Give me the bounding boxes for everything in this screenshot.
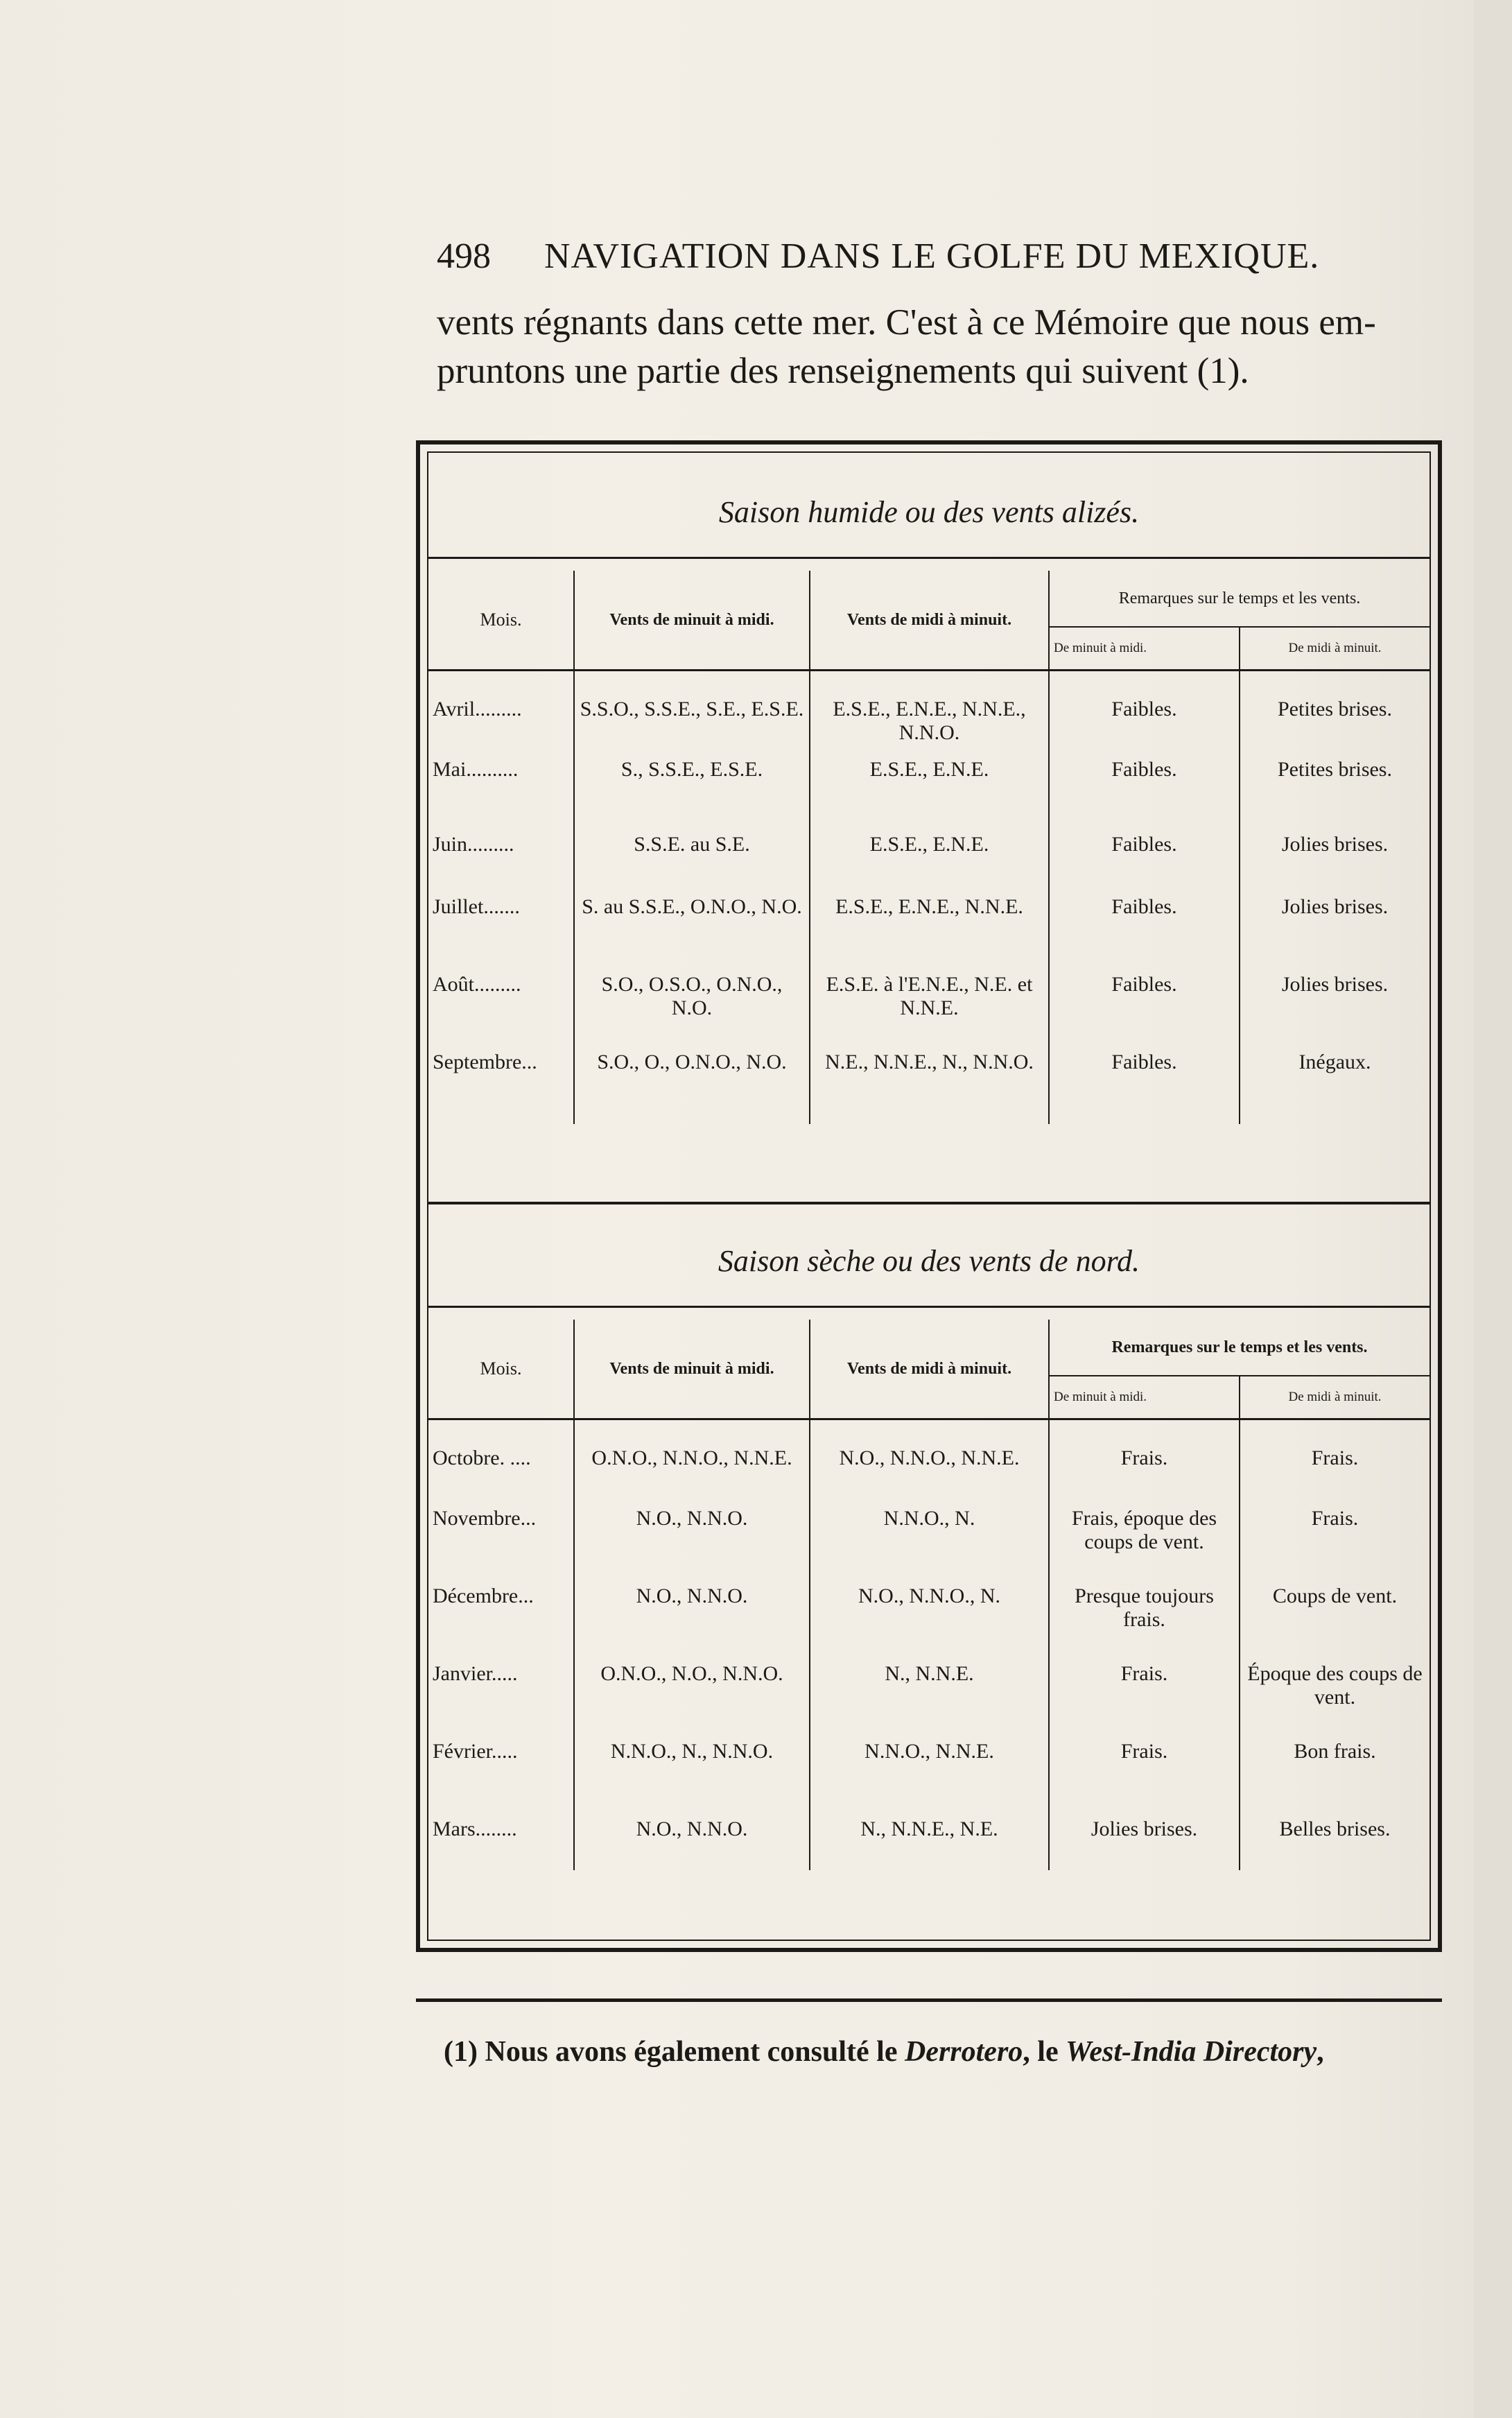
month-cell: Novembre...	[428, 1497, 574, 1575]
wet-season-table	[428, 571, 1430, 1124]
wind-cell: N.O., N.N.O., N.	[810, 1575, 1049, 1652]
wind-cell: N.O., N.N.O.	[574, 1575, 810, 1652]
remark-cell: Faibles.	[1049, 886, 1240, 963]
remark-cell: Petites brises.	[1240, 671, 1430, 748]
month-cell: Juin.........	[428, 823, 574, 886]
remark-cell: Frais.	[1049, 1652, 1240, 1730]
remark-cell: Faibles.	[1049, 1041, 1240, 1124]
running-header	[437, 236, 1338, 284]
col-remarks-b: De midi à minuit.	[1240, 1376, 1430, 1419]
remark-cell: Faibles.	[1049, 671, 1240, 748]
section-rule	[428, 1306, 1430, 1308]
wind-cell: S.S.E. au S.E.	[574, 823, 810, 886]
remark-cell: Faibles.	[1049, 963, 1240, 1041]
wind-cell: N., N.N.E., N.E.	[810, 1808, 1049, 1870]
col-remarks-b: De midi à minuit.	[1240, 627, 1430, 671]
wind-cell: E.S.E., E.N.E., N.N.E., N.N.O.	[810, 671, 1049, 748]
col-midnight-noon: Vents de minuit à midi.	[574, 571, 810, 671]
remark-cell: Jolies brises.	[1240, 963, 1430, 1041]
remark-cell: Frais.	[1049, 1419, 1240, 1497]
table-row	[428, 886, 1430, 963]
table-row	[428, 1041, 1430, 1124]
dry-season-table	[428, 1320, 1430, 1870]
wind-cell: S.O., O.S.O., O.N.O., N.O.	[574, 963, 810, 1041]
page-edge	[1474, 0, 1512, 2418]
remark-cell: Frais, époque des coups de vent.	[1049, 1497, 1240, 1575]
running-title: NAVIGATION DANS LE GOLFE DU MEXIQUE.	[544, 236, 1320, 276]
month-cell: Mars........	[428, 1808, 574, 1870]
remark-cell: Jolies brises.	[1240, 886, 1430, 963]
table-row	[428, 1419, 1430, 1497]
remark-cell: Presque toujours frais.	[1049, 1575, 1240, 1652]
wind-cell: O.N.O., N.O., N.N.O.	[574, 1652, 810, 1730]
footnote-work: Derrotero	[904, 2036, 1023, 2068]
wind-cell: N.E., N.N.E., N., N.N.O.	[810, 1041, 1049, 1124]
page-number: 498	[437, 236, 491, 276]
remark-cell: Petites brises.	[1240, 748, 1430, 823]
col-remarks-a: De minuit à midi.	[1049, 627, 1240, 671]
wind-cell: E.S.E., E.N.E.	[810, 823, 1049, 886]
footnote-separator-text: , le	[1023, 2036, 1059, 2068]
footnote-separator	[416, 1998, 1442, 2002]
remark-cell: Frais.	[1049, 1730, 1240, 1808]
table-row	[428, 748, 1430, 823]
wind-table-inner	[427, 451, 1431, 1941]
remark-cell: Faibles.	[1049, 823, 1240, 886]
footnote	[444, 2035, 1442, 2069]
remark-cell: Époque des coups de vent.	[1240, 1652, 1430, 1730]
table-row	[428, 1497, 1430, 1575]
table-row	[428, 963, 1430, 1041]
wind-cell: S., S.S.E., E.S.E.	[574, 748, 810, 823]
month-cell: Octobre. ....	[428, 1419, 574, 1497]
col-midnight-noon: Vents de minuit à midi.	[574, 1320, 810, 1419]
wind-cell: E.S.E. à l'E.N.E., N.E. et N.N.E.	[810, 963, 1049, 1041]
remark-cell: Inégaux.	[1240, 1041, 1430, 1124]
remark-cell: Faibles.	[1049, 748, 1240, 823]
intro-line: pruntons une partie des renseignements qui suivent (1).	[437, 351, 1249, 391]
col-remarks: Remarques sur le temps et les vents.	[1049, 571, 1430, 627]
month-cell: Janvier.....	[428, 1652, 574, 1730]
footnote-text: Nous avons également consulté le	[485, 2036, 898, 2068]
wind-cell: E.S.E., E.N.E., N.N.E.	[810, 886, 1049, 963]
remark-cell: Jolies brises.	[1049, 1808, 1240, 1870]
wet-season-title: Saison humide ou des vents alizés.	[718, 495, 1140, 529]
wind-cell: S.S.O., S.S.E., S.E., E.S.E.	[574, 671, 810, 748]
col-month: Mois.	[428, 571, 574, 671]
col-noon-midnight: Vents de midi à minuit.	[810, 571, 1049, 671]
wind-cell: O.N.O., N.N.O., N.N.E.	[574, 1419, 810, 1497]
remark-cell: Jolies brises.	[1240, 823, 1430, 886]
wind-cell: N.O., N.N.O.	[574, 1808, 810, 1870]
month-cell: Septembre...	[428, 1041, 574, 1124]
footnote-end: ,	[1317, 2036, 1324, 2068]
table-row	[428, 671, 1430, 748]
col-noon-midnight: Vents de midi à minuit.	[810, 1320, 1049, 1419]
table-row	[428, 1730, 1430, 1808]
table-row	[428, 1652, 1430, 1730]
remark-cell: Frais.	[1240, 1419, 1430, 1497]
wind-cell: S. au S.S.E., O.N.O., N.O.	[574, 886, 810, 963]
section-rule	[428, 557, 1430, 559]
wind-cell: N.O., N.N.O.	[574, 1497, 810, 1575]
dry-season-title: Saison sèche ou des vents de nord.	[718, 1244, 1140, 1278]
intro-paragraph	[437, 298, 1442, 395]
month-cell: Février.....	[428, 1730, 574, 1808]
col-remarks: Remarques sur le temps et les vents.	[1049, 1320, 1430, 1376]
month-cell: Août.........	[428, 963, 574, 1041]
remark-cell: Frais.	[1240, 1497, 1430, 1575]
section-rule	[428, 1202, 1430, 1204]
col-month: Mois.	[428, 1320, 574, 1419]
remark-cell: Bon frais.	[1240, 1730, 1430, 1808]
month-cell: Décembre...	[428, 1575, 574, 1652]
table-row	[428, 1575, 1430, 1652]
month-cell: Avril.........	[428, 671, 574, 748]
month-cell: Juillet.......	[428, 886, 574, 963]
footnote-mark: (1)	[444, 2036, 478, 2068]
wind-cell: N.N.O., N., N.N.O.	[574, 1730, 810, 1808]
col-remarks-a: De minuit à midi.	[1049, 1376, 1240, 1419]
remark-cell: Coups de vent.	[1240, 1575, 1430, 1652]
wind-cell: E.S.E., E.N.E.	[810, 748, 1049, 823]
table-row	[428, 1808, 1430, 1870]
wind-cell: N.N.O., N.N.E.	[810, 1730, 1049, 1808]
wind-cell: N.O., N.N.O., N.N.E.	[810, 1419, 1049, 1497]
wind-cell: N.N.O., N.	[810, 1497, 1049, 1575]
intro-line: vents régnants dans cette mer. C'est à ce Mémoire que nous em-	[437, 302, 1376, 343]
wind-cell: S.O., O., O.N.O., N.O.	[574, 1041, 810, 1124]
footnote-work: West-India Directory	[1066, 2036, 1317, 2068]
wind-table	[416, 440, 1442, 1952]
remark-cell: Belles brises.	[1240, 1808, 1430, 1870]
wind-cell: N., N.N.E.	[810, 1652, 1049, 1730]
month-cell: Mai..........	[428, 748, 574, 823]
table-row	[428, 823, 1430, 886]
